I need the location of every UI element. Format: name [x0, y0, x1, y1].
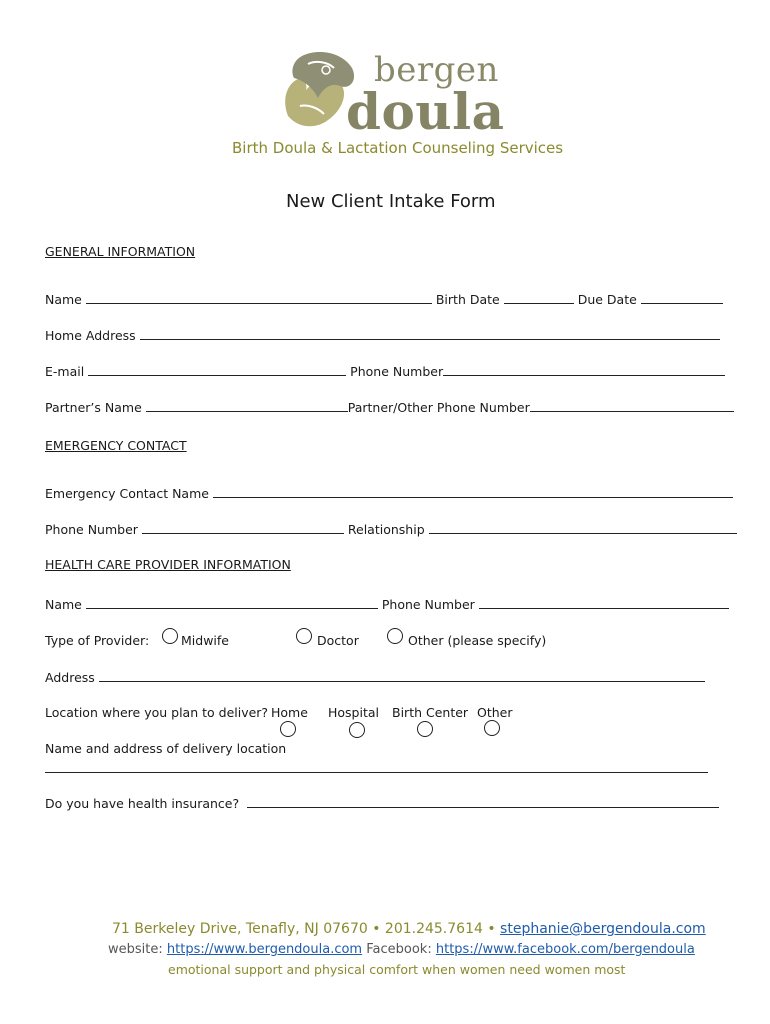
location-question: Location where you plan to deliver? — [45, 705, 269, 720]
website-label: website: — [108, 942, 163, 957]
row-home-address — [45, 327, 720, 343]
doctor-label: Doctor — [317, 633, 359, 648]
provider-phone-label: Phone Number — [381, 597, 475, 612]
birth-center-radio[interactable] — [417, 721, 433, 737]
provider-name-field[interactable] — [86, 596, 378, 609]
section-provider: HEALTH CARE PROVIDER INFORMATION — [45, 557, 291, 572]
emergency-name-label: Emergency Contact Name — [45, 486, 209, 501]
form-title: New Client Intake Form — [286, 191, 496, 212]
footer-address-line — [112, 921, 706, 937]
address-field[interactable] — [99, 669, 705, 682]
delivery-location-field[interactable] — [45, 760, 708, 773]
footer-email-link[interactable]: stephanie@bergendoula.com — [500, 921, 706, 937]
other-provider-radio[interactable] — [387, 628, 403, 644]
phone-number-label: Phone Number — [350, 364, 444, 379]
footer-web-line — [108, 942, 695, 957]
birth-center-label: Birth Center — [392, 705, 469, 720]
partner-phone-label: Partner/Other Phone Number — [347, 400, 530, 415]
due-date-field[interactable] — [641, 291, 723, 304]
facebook-link[interactable]: https://www.facebook.com/bergendoula — [435, 942, 695, 957]
midwife-label: Midwife — [181, 633, 229, 648]
email-label: E-mail — [45, 364, 85, 379]
relationship-label: Relationship — [347, 522, 425, 537]
partner-name-field[interactable] — [146, 399, 348, 412]
footer-address: 71 Berkeley Drive, Tenafly, NJ 07670 • 201.245.7614 • — [112, 921, 496, 937]
footer-slogan: emotional support and physical comfort when women need women most — [168, 962, 626, 977]
birth-date-label: Birth Date — [435, 292, 500, 307]
tagline: Birth Doula & Lactation Counseling Services — [232, 139, 564, 157]
provider-name-label: Name — [45, 597, 82, 612]
emergency-phone-label: Phone Number — [45, 522, 138, 537]
name-field[interactable] — [86, 291, 432, 304]
row-insurance — [45, 795, 719, 811]
midwife-radio[interactable] — [162, 628, 178, 644]
insurance-label: Do you have health insurance? — [45, 796, 240, 811]
row-address — [45, 669, 705, 685]
emergency-phone-field[interactable] — [142, 521, 344, 534]
home-label: Home — [271, 705, 308, 720]
section-general: GENERAL INFORMATION — [45, 244, 196, 259]
other-specify-label: Other (please specify) — [408, 633, 547, 648]
row-emergency-name — [45, 485, 733, 501]
type-of-provider-label: Type of Provider: — [45, 633, 150, 648]
facebook-label: Facebook: — [366, 942, 432, 957]
section-emergency: EMERGENCY CONTACT — [45, 438, 187, 453]
due-date-label: Due Date — [577, 292, 637, 307]
birth-date-field[interactable] — [504, 291, 574, 304]
partner-name-label: Partner’s Name — [45, 400, 142, 415]
other-label: Other — [477, 705, 513, 720]
brand-bottom: doula — [346, 82, 505, 141]
provider-phone-field[interactable] — [479, 596, 729, 609]
website-link[interactable]: https://www.bergendoula.com — [166, 942, 363, 957]
row-emergency-phone — [45, 521, 737, 537]
row-name — [45, 291, 723, 307]
home-radio[interactable] — [280, 721, 296, 737]
insurance-field[interactable] — [247, 795, 719, 808]
other-location-radio[interactable] — [484, 720, 500, 736]
row-provider-name — [45, 596, 729, 612]
doctor-radio[interactable] — [296, 628, 312, 644]
partner-phone-field[interactable] — [530, 399, 734, 412]
email-field[interactable] — [88, 363, 346, 376]
row-partner — [45, 399, 734, 415]
logo — [278, 46, 505, 141]
home-address-field[interactable] — [140, 327, 720, 340]
address-label: Address — [45, 670, 95, 685]
hospital-radio[interactable] — [349, 722, 365, 738]
phone-number-field[interactable] — [443, 363, 725, 376]
row-email — [45, 363, 725, 379]
relationship-field[interactable] — [429, 521, 737, 534]
emergency-name-field[interactable] — [213, 485, 733, 498]
hospital-label: Hospital — [328, 705, 380, 720]
name-label: Name — [45, 292, 82, 307]
brand-top: bergen — [374, 50, 499, 90]
delivery-location-label: Name and address of delivery location — [45, 741, 287, 756]
home-address-label: Home Address — [45, 328, 136, 343]
